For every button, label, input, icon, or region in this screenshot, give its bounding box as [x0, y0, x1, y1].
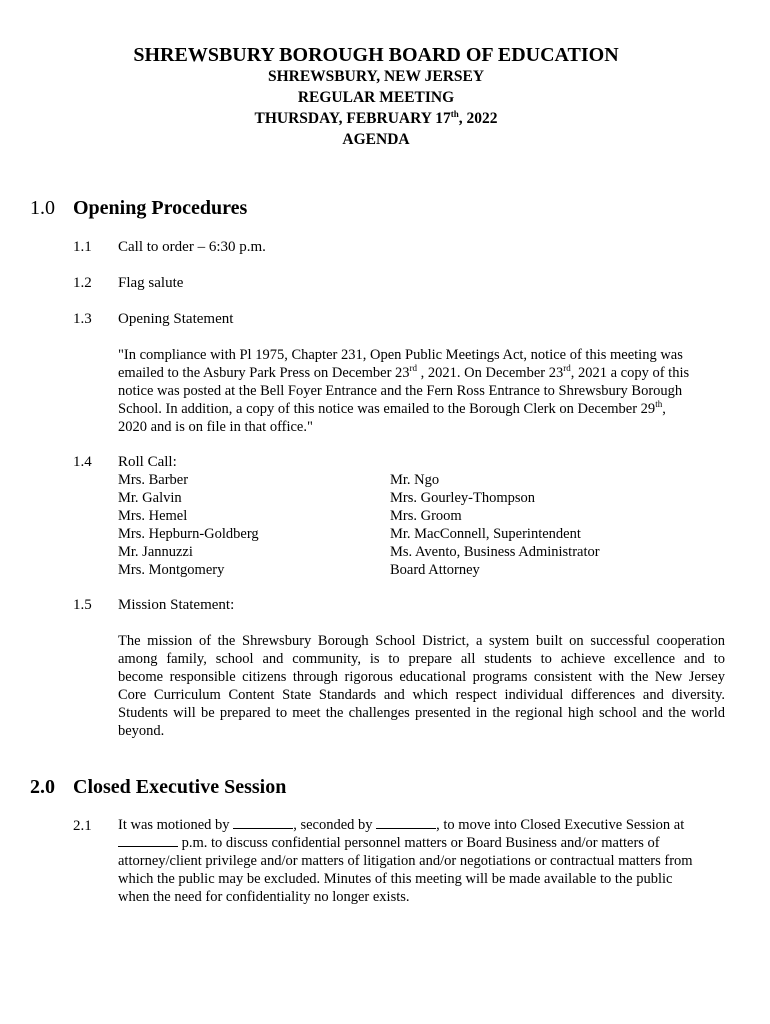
- roll-call-name: Mrs. Gourley-Thompson: [390, 490, 535, 506]
- item-1-2-text: Flag salute: [118, 275, 184, 291]
- statement-line: emailed to the Asbury Park Press on December 23rd , 2021. On December 23rd, 2021 a copy of this: [118, 363, 690, 381]
- statement-line: notice was posted at the Bell Foyer Entrance and the Fern Ross Entrance to Shrewsbury Borough: [118, 383, 683, 399]
- mission-line: Core Curriculum Content State Standards and which respect individual differences and diversity.: [118, 687, 725, 703]
- document-title: SHREWSBURY BOROUGH BOARD OF EDUCATION: [133, 44, 619, 66]
- item-2-1-number: 2.1: [73, 818, 92, 834]
- statement-line: "In compliance with Pl 1975, Chapter 231, Open Public Meetings Act, notice of this meeting was: [118, 347, 683, 363]
- date-year: , 2022: [458, 110, 498, 127]
- item-1-1-number: 1.1: [73, 239, 92, 255]
- section-1-number: 1.0: [30, 197, 55, 219]
- section-2-title: Closed Executive Session: [73, 776, 287, 798]
- item-1-4-text: Roll Call:: [118, 454, 177, 470]
- item-1-1-text: Call to order – 6:30 p.m.: [118, 239, 266, 255]
- statement-line: 2020 and is on file in that office.": [118, 419, 313, 435]
- agenda-label: AGENDA: [342, 131, 410, 148]
- roll-call-right-column: [390, 471, 600, 579]
- section-2-number: 2.0: [30, 776, 55, 798]
- mission-line: The mission of the Shrewsbury Borough School District, a system built on successful cooperation: [118, 633, 725, 649]
- mission-line: Students will be prepared to meet the challenges presented in the regional high school and the world: [118, 705, 725, 721]
- opening-statement-text: [118, 346, 689, 436]
- date-text: THURSDAY, FEBRUARY 17: [254, 110, 451, 127]
- meeting-date-line: [0, 110, 752, 128]
- roll-call-name: Mr. MacConnell, Superintendent: [390, 526, 581, 542]
- roll-call-name: Mrs. Groom: [390, 508, 462, 524]
- item-1-5-number: 1.5: [73, 597, 92, 613]
- statement-line: School. In addition, a copy of this notice was emailed to the Borough Clerk on December 29th,: [118, 399, 666, 417]
- mission-statement-text: [118, 632, 725, 740]
- closed-session-line: attorney/client privilege and/or matters of litigation and/or negotiations or contractual matters from: [118, 853, 693, 869]
- roll-call-name: Ms. Avento, Business Administrator: [390, 544, 600, 560]
- roll-call-name: Board Attorney: [390, 562, 480, 578]
- blank-field: [118, 834, 178, 847]
- mission-line: among family, school and community, is to prepare all students to achieve excellence and to: [118, 651, 725, 667]
- section-1-title: Opening Procedures: [73, 197, 248, 219]
- roll-call-name: Mrs. Montgomery: [118, 562, 225, 578]
- roll-call-left-column: [118, 471, 259, 579]
- closed-session-text: [118, 816, 693, 906]
- blank-field: [376, 816, 436, 829]
- roll-call-name: Mrs. Barber: [118, 472, 189, 488]
- location-line: SHREWSBURY, NEW JERSEY: [267, 68, 485, 85]
- roll-call-name: Mr. Galvin: [118, 490, 182, 506]
- roll-call-name: Mrs. Hepburn-Goldberg: [118, 526, 259, 542]
- mission-line: become responsible citizens through rigorous educational programs consistent with the New Jersey: [118, 669, 725, 685]
- closed-session-line: It was motioned by , seconded by , to move into Closed Executive Session at: [118, 817, 685, 833]
- roll-call-name: Mr. Ngo: [390, 472, 440, 488]
- item-1-3-number: 1.3: [73, 311, 92, 327]
- blank-field: [233, 816, 293, 829]
- item-1-4-number: 1.4: [73, 454, 92, 470]
- item-1-3-text: Opening Statement: [118, 311, 234, 327]
- date-superscript: th: [450, 109, 459, 119]
- closed-session-line: which the public may be excluded. Minutes of this meeting will be made available to the public: [118, 871, 673, 887]
- closed-session-line: p.m. to discuss confidential personnel matters or Board Business and/or matters of: [118, 834, 693, 852]
- item-1-2-number: 1.2: [73, 275, 92, 291]
- mission-line: beyond.: [118, 723, 165, 739]
- roll-call-name: Mr. Jannuzzi: [118, 544, 193, 560]
- roll-call-name: Mrs. Hemel: [118, 508, 188, 524]
- item-1-5-text: Mission Statement:: [118, 597, 235, 613]
- closed-session-line: when the need for confidentiality no longer exists.: [118, 889, 410, 905]
- meeting-type-line: REGULAR MEETING: [297, 89, 455, 106]
